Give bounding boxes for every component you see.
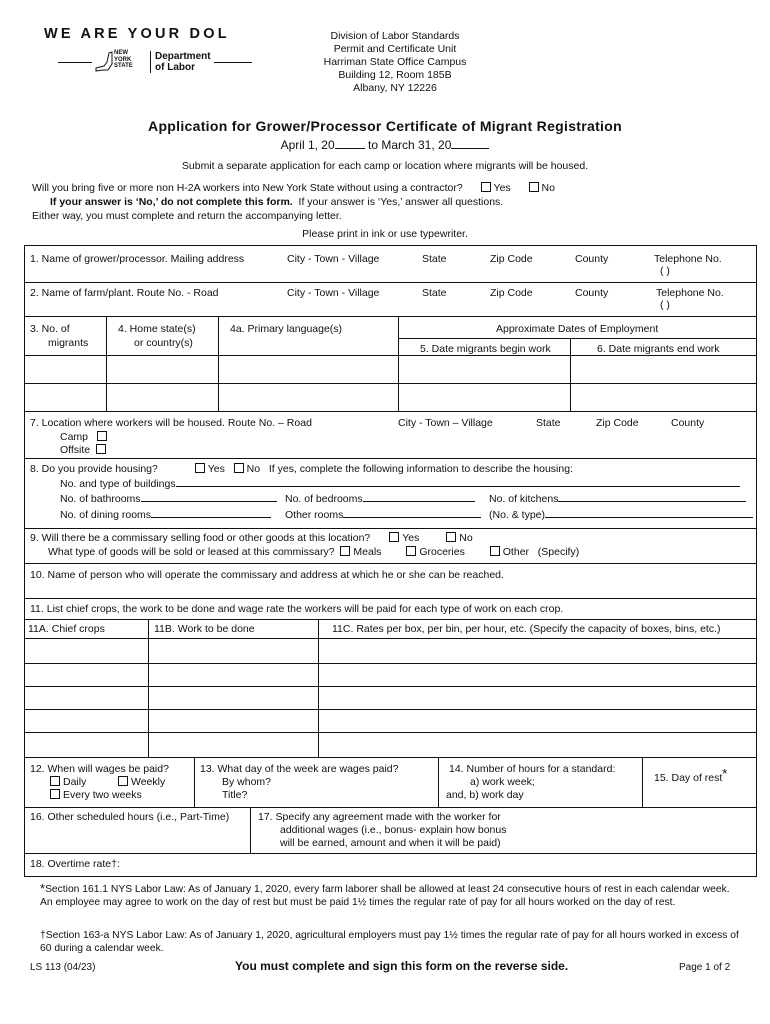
county-label: County [575,287,609,299]
telephone-label: Telephone No. [656,287,724,299]
contractor-yes-checkbox[interactable] [481,182,491,192]
crops-label: 11. List chief crops, the work to be done and wage rate the workers will be paid for each type of work on each crop. [30,603,564,615]
bedrooms-field: No. of bedrooms [285,493,475,505]
zip-label: Zip Code [490,253,533,265]
weekly-checkbox[interactable] [118,776,128,786]
language-label: 4a. Primary language(s) [230,323,343,335]
other-rooms-field: Other rooms [285,509,481,521]
submit-instruction: Submit a separate application for each camp or location where migrants will be housed. [181,160,589,172]
chief-crops-label: 11A. Chief crops [28,623,105,635]
rest-day-note: *Section 161.1 NYS Labor Law: As of January 1, 2020, every farm laborer shall be allowed at least 24 consecutive hours of rest in each calendar week. An employee may agree to work on the day of rest but must be paid 1½ times the regular rate of pay for all hours worked on the day of rest. [40,881,730,908]
overtime-note: †Section 163-a NYS Labor Law: As of January 1, 2020, agricultural employers must pay 1½ times the regular rate of pay for all hours worked in excess of 60 during a calendar week. [40,930,739,954]
meals-checkbox[interactable] [340,546,350,556]
state-label: State [422,253,447,265]
buildings-field: No. and type of buildings [60,478,740,490]
migrants-count-label: 3. No. of [30,323,70,335]
camp-checkbox[interactable] [97,431,107,441]
grower-name-label: 1. Name of grower/processor. Mailing address [30,253,245,265]
wage-frequency-question: 12. When will wages be paid? [30,763,169,775]
kitchens-field: No. of kitchens [489,493,746,505]
letter-instruction: Either way, you must complete and return the accompanying letter. [32,210,342,222]
answer-instruction: If your answer is ‘No,’ do not complete this form. If your answer is ‘Yes,’ answer all questions. [50,196,504,208]
every-two-weeks-checkbox[interactable] [50,789,60,799]
work-week-label: a) work week; [470,776,535,788]
county-label: County [671,417,705,429]
daily-checkbox[interactable] [50,776,60,786]
title-label: Title? [222,789,248,801]
agreement-label-1: 17. Specify any agreement made with the worker for [258,811,501,823]
by-whom-label: By whom? [222,776,272,788]
work-day-label: and, b) work day [446,789,524,801]
work-to-be-done-label: 11B. Work to be done [154,623,255,635]
farm-name-label: 2. Name of farm/plant. Route No. - Road [30,287,219,299]
bedrooms-input[interactable] [363,501,475,502]
end-work-label: 6. Date migrants end work [597,343,720,355]
zip-label: Zip Code [490,287,533,299]
city-label: City - Town – Village [398,417,493,429]
other-goods-checkbox[interactable] [490,546,500,556]
print-instruction: Please print in ink or use typewriter. [302,228,468,240]
home-state-label-2: or country(s) [134,337,193,349]
commissary-question: 9. Will there be a commissary selling food or other goods at this location? Yes No [30,532,473,544]
begin-work-label: 5. Date migrants begin work [420,343,551,355]
contractor-question: Will you bring five or more non H-2A workers into New York State without using a contractor? Yes No [32,182,555,194]
buildings-input[interactable] [176,486,740,487]
payday-question: 13. What day of the week are wages paid? [200,763,399,775]
area-code-field[interactable]: ( ) [660,299,670,311]
state-label: State [422,287,447,299]
agency-address: Division of Labor Standards Permit and Certificate Unit Harriman State Office Campus Building 12, Room 185B Albany, NY 12226 [323,30,467,94]
housing-yes-checkbox[interactable] [195,463,205,473]
start-year-field[interactable] [335,148,365,149]
dining-field: No. of dining rooms [60,509,271,521]
form-number: LS 113 (04/23) [30,962,96,973]
state-label: State [536,417,561,429]
nys-dol-logo [58,48,253,84]
commissary-yes-checkbox[interactable] [389,532,399,542]
county-label: County [575,253,609,265]
camp-option: Camp [60,431,110,443]
home-state-label: 4. Home state(s) [118,323,196,335]
page-number: Page 1 of 2 [679,962,731,973]
certificate-period: April 1, 20 to March 31, 20 [0,138,770,152]
sign-reminder: You must complete and sign this form on the reverse side. [235,959,569,973]
state-outline-icon [94,50,114,72]
offsite-option: Offsite [60,444,109,456]
every-two-weeks-option: Every two weeks [50,789,142,801]
brand-title: WE ARE YOUR DOL [44,26,230,42]
city-label: City - Town - Village [287,253,380,265]
bathrooms-input[interactable] [141,501,277,502]
housing-location-label: 7. Location where workers will be housed. Route No. – Road [30,417,312,429]
area-code-field[interactable]: ( ) [660,265,670,277]
other-rooms-type-field: (No. & type) [489,509,753,521]
agreement-label-2: additional wages (i.e., bonus- explain how bonus [280,824,507,836]
bathrooms-field: No. of bathrooms [60,493,277,505]
weekly-option: Weekly [118,776,165,788]
agreement-label-3: will be earned, amount and when it will be paid) [280,837,501,849]
form-title: Application for Grower/Processor Certificate of Migrant Registration [148,118,622,134]
logo-department: Department of Labor [150,51,211,73]
rates-label: 11C. Rates per box, per bin, per hour, etc. (Specify the capacity of boxes, bins, etc.) [332,623,721,635]
groceries-checkbox[interactable] [406,546,416,556]
offsite-checkbox[interactable] [96,444,106,454]
overtime-rate-label: 18. Overtime rate†: [30,858,120,870]
other-rooms-input[interactable] [343,517,481,518]
other-hours-label: 16. Other scheduled hours (i.e., Part-Time) [30,811,230,823]
housing-question: 8. Do you provide housing? Yes No If yes, complete the following information to describe the housing: [30,463,573,475]
migrants-count-label-2: migrants [48,337,89,349]
housing-no-checkbox[interactable] [234,463,244,473]
logo-state-text: NEW YORK STATE [114,50,133,69]
daily-option: Daily [50,776,86,788]
day-of-rest-label: 15. Day of rest* [654,766,728,784]
kitchens-input[interactable] [558,501,746,502]
goods-question: What type of goods will be sold or leased at this commissary? Meals Groceries Other (Specify) [48,546,580,558]
other-rooms-type-input[interactable] [545,517,753,518]
standard-hours-question: 14. Number of hours for a standard: [449,763,616,775]
commissary-no-checkbox[interactable] [446,532,456,542]
city-label: City - Town - Village [287,287,380,299]
dining-input[interactable] [151,517,271,518]
commissary-operator-label: 10. Name of person who will operate the commissary and address at which he or she can be reached. [30,569,504,581]
employment-dates-label: Approximate Dates of Employment [496,323,659,335]
contractor-no-checkbox[interactable] [529,182,539,192]
zip-label: Zip Code [596,417,639,429]
telephone-label: Telephone No. [654,253,722,265]
end-year-field[interactable] [451,148,489,149]
